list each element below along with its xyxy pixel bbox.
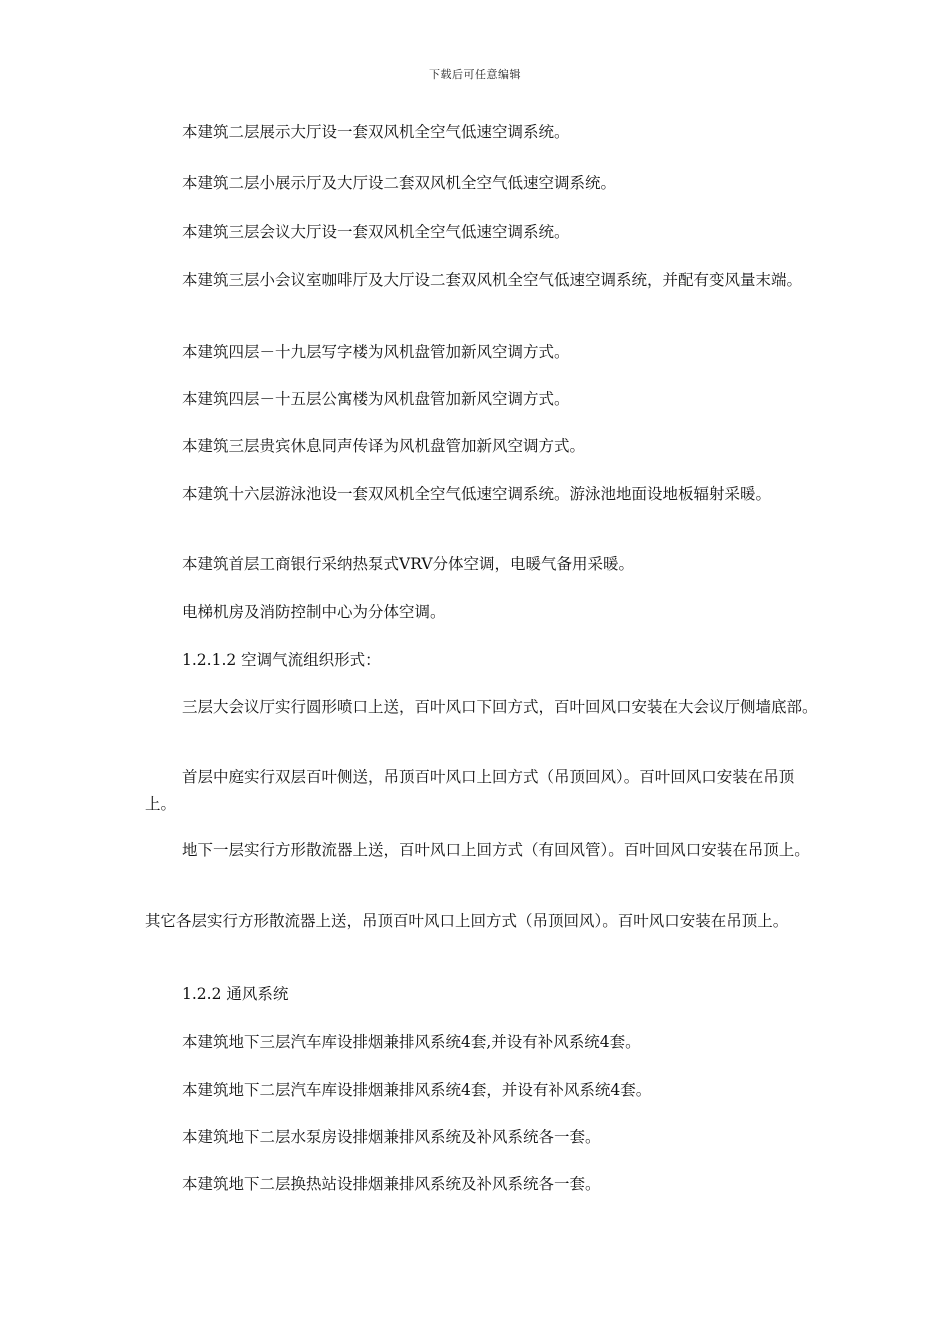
page-header: 下载后可任意编辑 xyxy=(429,68,521,81)
paragraph: 本建筑二层小展示厅及大厅设二套双风机全空气低速空调系统。 xyxy=(182,174,617,192)
paragraph: 本建筑三层会议大厅设一套双风机全空气低速空调系统。 xyxy=(182,223,570,241)
paragraph: 本建筑三层贵宾休息同声传译为风机盘管加新风空调方式。 xyxy=(182,437,586,455)
paragraph: 本建筑地下三层汽车库设排烟兼排风系统4套,并设有补风系统4套。 xyxy=(182,1033,641,1051)
paragraph: 本建筑首层工商银行采纳热泵式VRV分体空调，电暖气备用采暖。 xyxy=(182,555,635,573)
section-heading: 1.2.2 通风系统 xyxy=(182,985,289,1003)
paragraph: 地下一层实行方形散流器上送，百叶风口上回方式（有回风管）。百叶回风口安装在吊顶上。 xyxy=(182,841,810,859)
paragraph: 本建筑地下二层换热站设排烟兼排风系统及补风系统各一套。 xyxy=(182,1175,601,1193)
paragraph: 本建筑地下二层水泵房设排烟兼排风系统及补风系统各一套。 xyxy=(182,1128,601,1146)
paragraph: 本建筑地下二层汽车库设排烟兼排风系统4套，并设有补风系统4套。 xyxy=(182,1081,652,1099)
paragraph: 首层中庭实行双层百叶侧送，吊顶百叶风口上回方式（吊顶回风）。百叶回风口安装在吊顶上。 xyxy=(145,768,795,813)
paragraph: 三层大会议厅实行圆形喷口上送，百叶风口下回方式，百叶回风口安装在大会议厅侧墙底部。 xyxy=(182,698,818,716)
paragraph: 本建筑四层－十五层公寓楼为风机盘管加新风空调方式。 xyxy=(182,390,570,408)
paragraph: 电梯机房及消防控制中心为分体空调。 xyxy=(182,603,446,621)
section-heading: 1.2.1.2 空调气流组织形式： xyxy=(182,651,381,669)
paragraph: 本建筑三层小会议室咖啡厅及大厅设二套双风机全空气低速空调系统，并配有变风量末端。 xyxy=(182,271,803,289)
paragraph: 本建筑二层展示大厅设一套双风机全空气低速空调系统。 xyxy=(182,123,570,141)
paragraph: 其它各层实行方形散流器上送，吊顶百叶风口上回方式（吊顶回风）。百叶风口安装在吊顶上。 xyxy=(145,912,789,930)
paragraph: 本建筑十六层游泳池设一套双风机全空气低速空调系统。游泳池地面设地板辐射采暖。 xyxy=(182,485,772,503)
paragraph: 本建筑四层－十九层写字楼为风机盘管加新风空调方式。 xyxy=(182,343,570,361)
